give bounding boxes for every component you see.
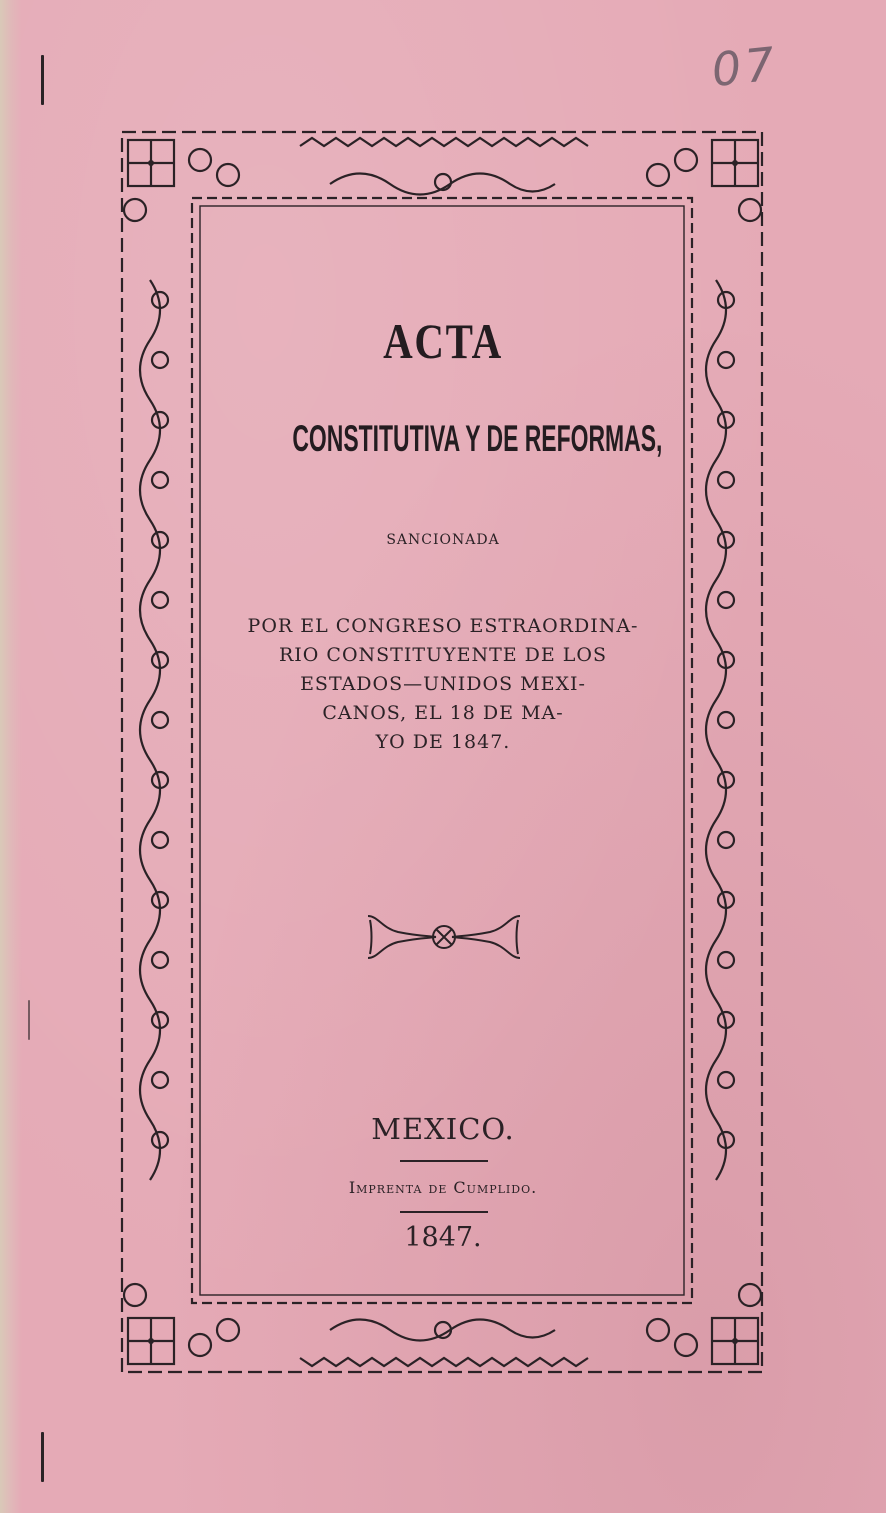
statement-line: POR EL CONGRESO ESTRAORDINA- xyxy=(247,615,639,637)
statement-line: ESTADOS—UNIDOS MEXI- xyxy=(300,673,586,695)
divider-rule xyxy=(400,1160,488,1162)
divider-rule xyxy=(400,1211,488,1213)
statement-line: YO DE 1847. xyxy=(375,731,511,753)
handwritten-note: 07 xyxy=(709,36,781,98)
statement-line: RIO CONSTITUYENTE DE LOS xyxy=(278,644,608,666)
center-ornament-icon xyxy=(364,906,524,968)
congress-statement xyxy=(212,612,674,757)
document-subtitle: CONSTITUTIVA Y DE REFORMAS, xyxy=(292,418,663,459)
document-title: ACTA xyxy=(383,313,503,369)
city-name: MEXICO. xyxy=(371,1112,515,1146)
publication-year: 1847. xyxy=(404,1222,482,1253)
printer-name: Imprenta de Cumplido. xyxy=(348,1178,538,1197)
statement-line: CANOS, EL 18 DE MA- xyxy=(322,702,564,724)
sancionada-label: SANCIONADA xyxy=(386,532,500,548)
